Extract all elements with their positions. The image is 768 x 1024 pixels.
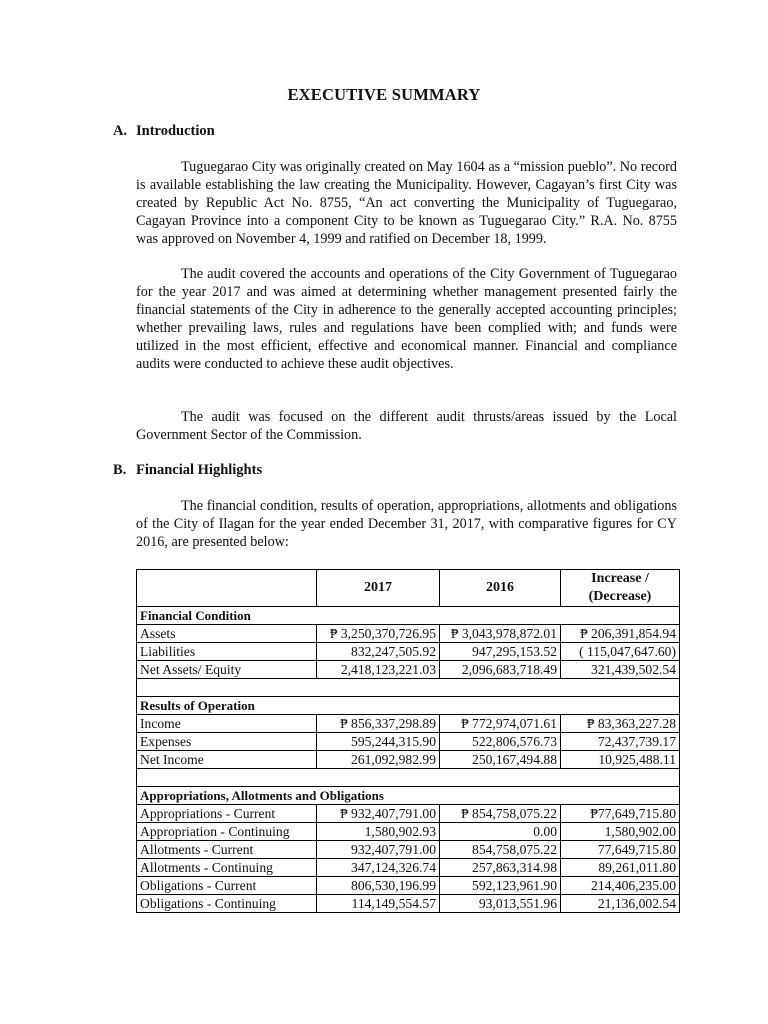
table-row — [137, 895, 680, 913]
header-cell-blank — [137, 570, 317, 607]
table-row — [137, 715, 680, 733]
section-a-heading — [113, 123, 215, 140]
spacer-cell — [137, 679, 680, 697]
value-2017: ₱ 932,407,791.00 — [317, 805, 440, 823]
value-2016: 0.00 — [440, 823, 561, 841]
value-2017: 932,407,791.00 — [317, 841, 440, 859]
row-label: Allotments - Current — [137, 841, 317, 859]
row-label: Income — [137, 715, 317, 733]
table-row — [137, 643, 680, 661]
row-label: Appropriations - Current — [137, 805, 317, 823]
table-row — [137, 805, 680, 823]
value-2017: 261,092,982.99 — [317, 751, 440, 769]
value-change: 89,261,011.80 — [561, 859, 680, 877]
group-title: Appropriations, Allotments and Obligations — [137, 787, 680, 805]
value-2016: ₱ 772,974,071.61 — [440, 715, 561, 733]
row-label: Obligations - Current — [137, 877, 317, 895]
value-2016: 592,123,961.90 — [440, 877, 561, 895]
value-2016: 522,806,576.73 — [440, 733, 561, 751]
row-label: Assets — [137, 625, 317, 643]
header-cell-increase: Increase / (Decrease) — [561, 570, 680, 607]
row-label: Net Income — [137, 751, 317, 769]
table-row — [137, 625, 680, 643]
table-spacer-row — [137, 769, 680, 787]
value-2017: 832,247,505.92 — [317, 643, 440, 661]
value-2017: 595,244,315.90 — [317, 733, 440, 751]
table-row — [137, 841, 680, 859]
header-cell-2017: 2017 — [317, 570, 440, 607]
value-2016: 93,013,551.96 — [440, 895, 561, 913]
section-a-letter: A. — [113, 123, 128, 139]
value-2016: ₱ 3,043,978,872.01 — [440, 625, 561, 643]
value-change: 77,649,715.80 — [561, 841, 680, 859]
value-change: 1,580,902.00 — [561, 823, 680, 841]
group-title: Results of Operation — [137, 697, 680, 715]
value-change: 321,439,502.54 — [561, 661, 680, 679]
group-title-row — [137, 607, 680, 625]
table-row — [137, 877, 680, 895]
value-change: ₱ 83,363,227.28 — [561, 715, 680, 733]
intro-paragraph-1: Tuguegarao City was originally created on May 1604 as a “mission pueblo”. No record is available establishing the law creating the Municipality. However, Cagayan’s first City was created by Republic Act No. 8755, “An act converting the Municipality of Tuguegarao, Cagayan Province into a component City to be known as Tuguegarao City.” R.A. No. 8755 was approved on November 4, 1999 and ratified on December 18, 1999. — [136, 159, 677, 247]
section-b-title: Financial Highlights — [136, 462, 263, 478]
value-2016: ₱ 854,758,075.22 — [440, 805, 561, 823]
value-2017: 2,418,123,221.03 — [317, 661, 440, 679]
value-2017: 806,530,196.99 — [317, 877, 440, 895]
financial-highlights-table — [136, 569, 680, 913]
value-2017: 347,124,326.74 — [317, 859, 440, 877]
row-label: Net Assets/ Equity — [137, 661, 317, 679]
group-title: Financial Condition — [137, 607, 680, 625]
value-2016: 250,167,494.88 — [440, 751, 561, 769]
value-change: ₱ 206,391,854.94 — [561, 625, 680, 643]
table-spacer-row — [137, 679, 680, 697]
group-title-row — [137, 787, 680, 805]
header-cell-2016: 2016 — [440, 570, 561, 607]
table-row — [137, 733, 680, 751]
value-change: 10,925,488.11 — [561, 751, 680, 769]
value-2017: 114,149,554.57 — [317, 895, 440, 913]
group-title-row — [137, 697, 680, 715]
section-a-title: Introduction — [136, 123, 215, 139]
value-2017: 1,580,902.93 — [317, 823, 440, 841]
intro-paragraph-2: The audit covered the accounts and operations of the City Government of Tuguegarao for the year 2017 and was aimed at determining whether management presented fairly the financial statements of the City in adherence to the generally accepted accounting principles; whether prevailing laws, rules and regulations have been complied with; and funds were utilized in the most efficient, effective and economical manner. Financial and compliance audits were conducted to achieve these audit objectives. — [136, 266, 677, 372]
table-row — [137, 661, 680, 679]
value-2017: ₱ 3,250,370,726.95 — [317, 625, 440, 643]
intro-paragraph-3: The audit was focused on the different audit thrusts/areas issued by the Local Government Sector of the Commission. — [136, 409, 677, 443]
row-label: Obligations - Continuing — [137, 895, 317, 913]
row-label: Appropriation - Continuing — [137, 823, 317, 841]
value-change: 214,406,235.00 — [561, 877, 680, 895]
row-label: Allotments - Continuing — [137, 859, 317, 877]
value-2016: 947,295,153.52 — [440, 643, 561, 661]
value-2016: 2,096,683,718.49 — [440, 661, 561, 679]
document-title: EXECUTIVE SUMMARY — [287, 85, 481, 104]
value-2017: ₱ 856,337,298.89 — [317, 715, 440, 733]
section-b-letter: B. — [113, 462, 127, 478]
table-header-row — [137, 570, 680, 607]
spacer-cell — [137, 769, 680, 787]
value-change: ( 115,047,647.60) — [561, 643, 680, 661]
table-row — [137, 751, 680, 769]
value-change: ₱77,649,715.80 — [561, 805, 680, 823]
financial-highlights-paragraph: The financial condition, results of operation, appropriations, allotments and obligations of the City of Ilagan for the year ended December 31, 2017, with comparative figures for CY 2016, are presented below: — [136, 498, 677, 550]
section-b-heading — [113, 462, 262, 479]
table-row — [137, 859, 680, 877]
value-change: 21,136,002.54 — [561, 895, 680, 913]
row-label: Liabilities — [137, 643, 317, 661]
row-label: Expenses — [137, 733, 317, 751]
value-2016: 854,758,075.22 — [440, 841, 561, 859]
value-change: 72,437,739.17 — [561, 733, 680, 751]
table-row — [137, 823, 680, 841]
value-2016: 257,863,314.98 — [440, 859, 561, 877]
